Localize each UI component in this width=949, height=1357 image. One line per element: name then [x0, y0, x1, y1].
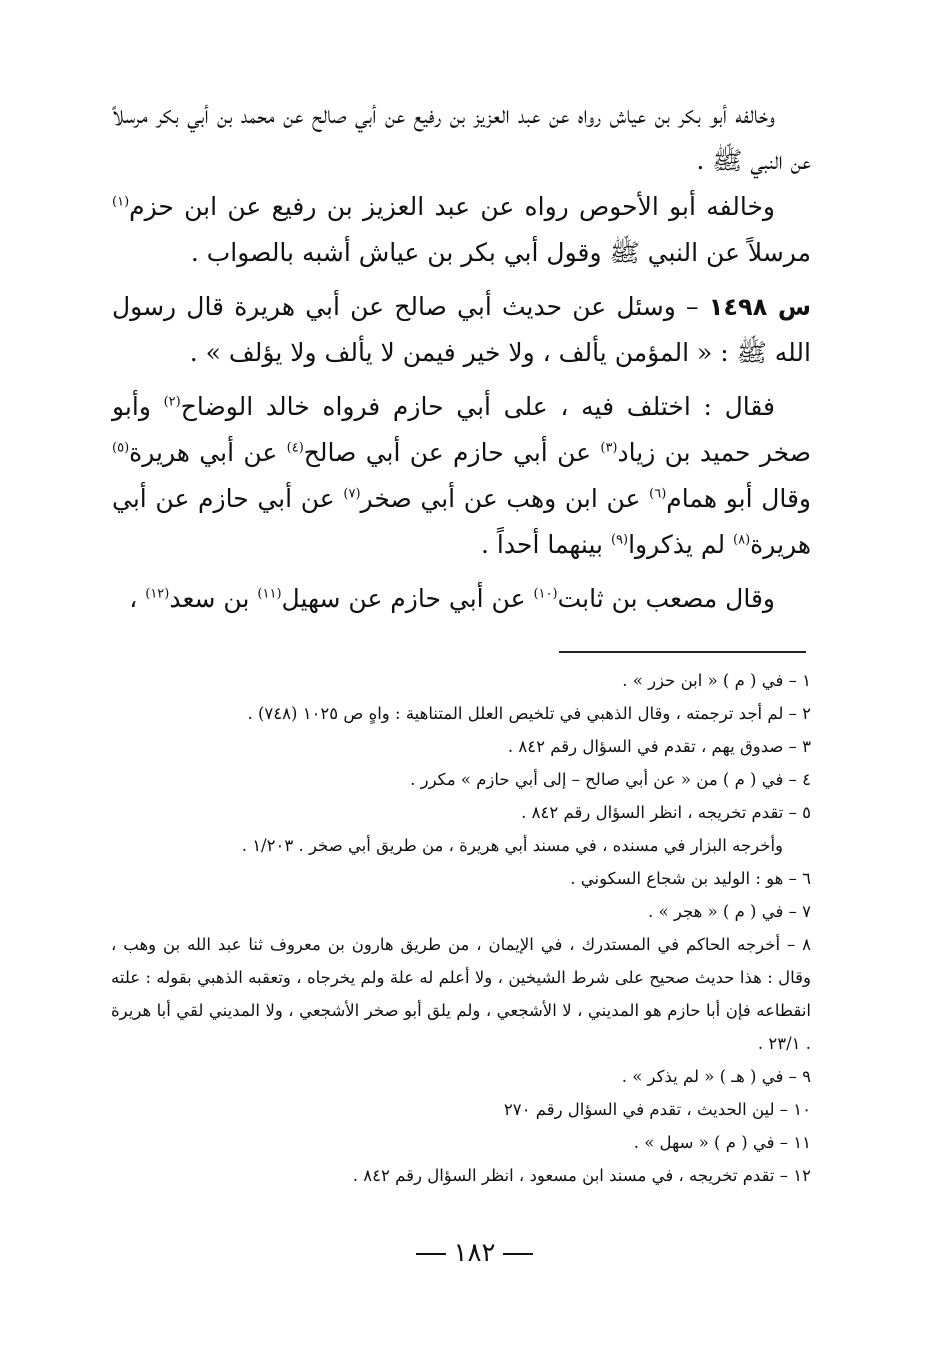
- footnote-8: ٨ – أخرجه الحاكم في المستدرك ، في الإيمان ، من طريق هارون بن معروف ثنا عبد الله بن وهب ، وقال : هذا حديث صحيح على شرط الشيخين ، ولا أعلم له علة ولم يخرجاه ، وتعقبه الذهبي بقوله : علته انقطاعه فإن أبا حازم هو المديني ، لا الأشجعي ، ولم يلق أبو صخر الأشجعي ، ولا المديني لقي أبا هريرة . ٢٣/١ .: [111, 935, 811, 1053]
- page-number: [0, 1238, 949, 1268]
- footnote-ref-7: (٧): [343, 486, 361, 502]
- footnote-12: ١٢ – تقدم تخريجه ، في مسند ابن مسعود ، انظر السؤال رقم ٨٤٢ .: [352, 1166, 811, 1185]
- answer-text-7: عن أبي حازم عن أبي هريرة: [112, 484, 811, 559]
- continuation-paragraph: [112, 576, 811, 622]
- paragraph-1-line-2: محمد بن أبي بكر مرسلاً عن النبي ﷺ .: [112, 100, 811, 175]
- footnotes: [111, 664, 811, 1192]
- answer-paragraph: [112, 384, 811, 568]
- footnote-1: ١ – في ( م ) « ابن حزر » .: [622, 671, 811, 690]
- answer-text-5: وقال أبو همام: [666, 484, 812, 513]
- footnote-separator: [559, 651, 806, 653]
- answer-text-4: عن أبي هريرة: [129, 438, 278, 467]
- paragraph-2-text-b: مرسلاً عن النبي ﷺ وقول أبي بكر بن عياش أشبه بالصواب .: [190, 238, 811, 267]
- footnote-6: ٦ – هو : الوليد بن شجاع السكوني .: [570, 869, 811, 888]
- footnote-ref-9: (٩): [610, 532, 629, 548]
- continuation-text-3: بن سعد: [169, 584, 250, 613]
- footnote-2: ٢ – لم أجد ترجمته ، وقال الذهبي في تلخيص العلل المتناهية : واهٍ ص ١٠٢٥ (٧٤٨) .: [247, 704, 811, 723]
- page-number-dash-right: [503, 1253, 533, 1255]
- footnote-ref-6: (٦): [649, 486, 667, 502]
- footnote-7: ٧ – في ( م ) « هجر » .: [648, 902, 811, 921]
- footnote-ref-10: (١٠): [533, 586, 558, 602]
- paragraph-1: [112, 92, 811, 184]
- question-paragraph: [112, 284, 811, 376]
- paragraph-1-line-1: وخالفه أبو بكر بن عياش رواه عن عبد العزيز بن رفيع عن أبي صالح عن: [283, 100, 775, 129]
- footnote-3: ٣ – صدوق يهم ، تقدم في السؤال رقم ٨٤٢ .: [507, 737, 811, 756]
- paragraph-2: [112, 184, 811, 276]
- main-text: [112, 92, 811, 622]
- answer-text-3: عن أبي حازم عن أبي صالح: [303, 438, 592, 467]
- footnote-ref-3: (٣): [600, 440, 618, 456]
- answer-text-2: وأبو صخر حميد بن زياد: [112, 392, 811, 467]
- footnote-ref-12: (١٢): [145, 586, 170, 602]
- question-number: س ١٤٩٨: [708, 293, 812, 321]
- paragraph-2-text-a: وخالفه أبو الأحوص رواه عن عبد العزيز بن رفيع عن ابن حزم: [129, 192, 775, 221]
- continuation-text-4: ،: [129, 584, 138, 613]
- footnote-5-continuation: وأخرجه البزار في مسنده ، في مسند أبي هريرة ، من طريق أبي صخر . ١/٢٠٣ .: [241, 836, 783, 855]
- footnote-ref-4: (٤): [286, 440, 304, 456]
- answer-text-6: عن ابن وهب عن أبي صخر: [360, 484, 641, 513]
- footnote-ref-8: (٨): [733, 532, 751, 548]
- answer-text-8: لم يذكروا: [628, 530, 726, 559]
- answer-text-9: بينهما أحداً .: [481, 530, 603, 559]
- page-number-dash-left: [416, 1253, 446, 1255]
- footnote-ref-2: (٢): [163, 394, 181, 410]
- answer-text-1: فقال : اختلف فيه ، على أبي حازم فرواه خالد الوضاح: [180, 392, 775, 421]
- footnote-11: ١١ – في ( م ) « سهل » .: [633, 1133, 811, 1152]
- footnote-ref-1: (١): [112, 194, 130, 210]
- footnote-ref-11: (١١): [257, 586, 282, 602]
- footnote-ref-5: (٥): [112, 440, 130, 456]
- footnote-5: ٥ – تقدم تخريجه ، انظر السؤال رقم ٨٤٢ .: [521, 803, 811, 822]
- question-text: – وسئل عن حديث أبي صالح عن أبي هريرة قال رسول الله ﷺ : « المؤمن يألف ، ولا خير فيمن لا يألف ولا يؤلف » .: [112, 292, 811, 367]
- footnote-4: ٤ – في ( م ) من « عن أبي صالح – إلى أبي حازم » مكرر .: [410, 770, 811, 789]
- continuation-text-2: عن أبي حازم عن سهيل: [281, 584, 526, 613]
- continuation-text-1: وقال مصعب بن ثابت: [557, 584, 775, 613]
- footnote-9: ٩ – في ( هـ ) « لم يذكر » .: [621, 1067, 811, 1086]
- page-number-value: ١٨٢: [453, 1238, 496, 1268]
- footnote-10: ١٠ – لين الحديث ، تقدم في السؤال رقم ٢٧٠: [503, 1100, 811, 1119]
